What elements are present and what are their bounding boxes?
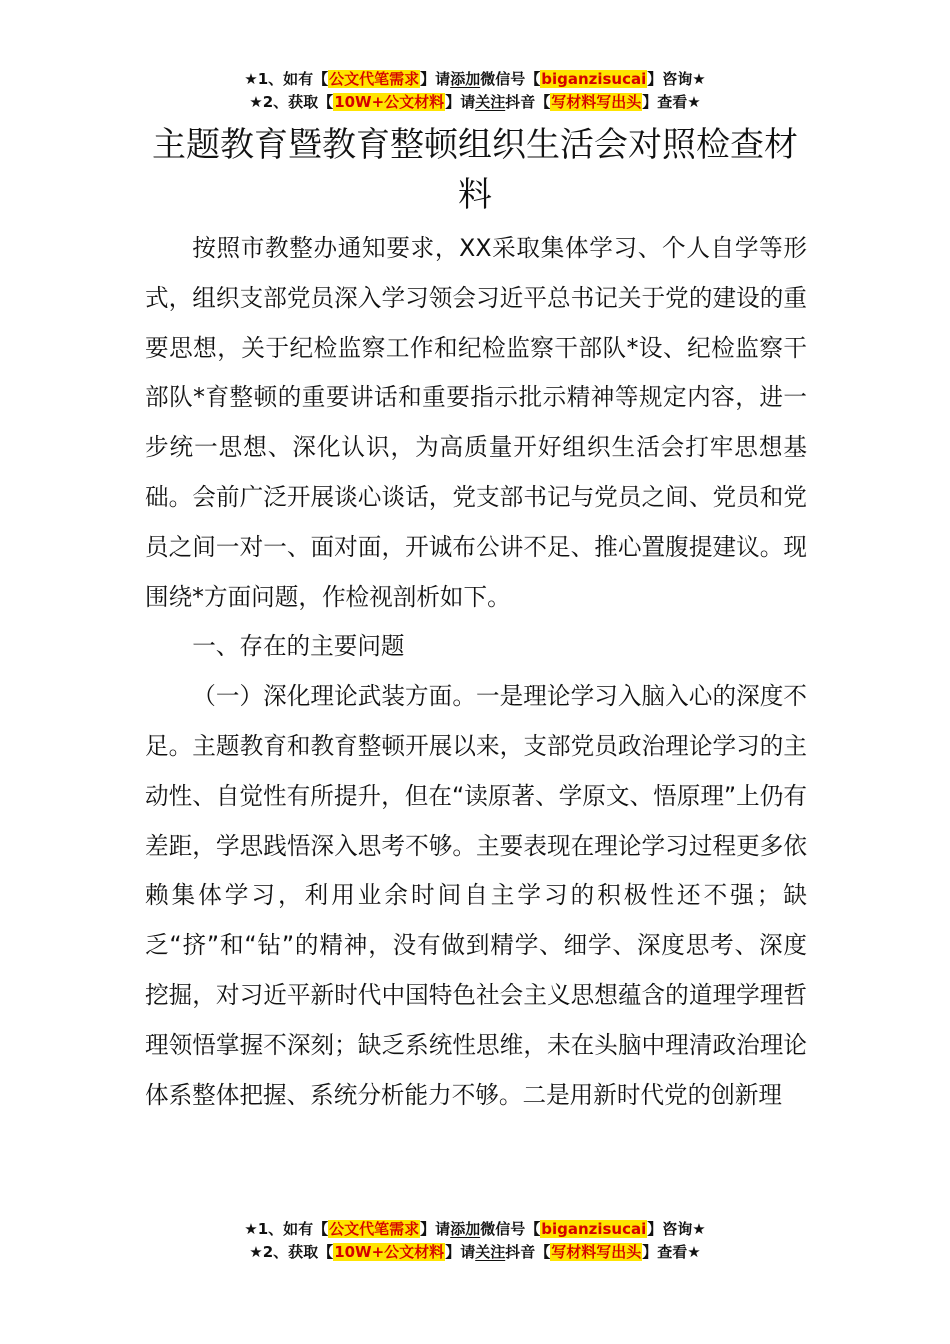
intro-paragraph: 按照市教整办通知要求，XX采取集体学习、个人自学等形式，组织支部党员深入学习领会习近平总书记关于党的建设的重要思想，关于纪检监察工作和纪检监察干部队*设、纪检监察干部队*育整顿的重要讲话和重要指示批示精神等规定内容，进一步统一思想、深化认识，为高质量开好组织生活会打牢思想基础。会前广泛开展谈心谈话，党支部书记与党员之间、党员和党员之间一对一、面对面，开诚布公讲不足、推心置腹提建议。现围绕*方面问题，作检视剖析如下。 xyxy=(145,234,807,611)
banner-highlight: 10W+公文材料 xyxy=(334,93,445,111)
banner-text: 微信号【 xyxy=(480,70,541,88)
document-body xyxy=(145,224,807,1120)
document-title: 主题教育暨教育整顿组织生活会对照检查材料 xyxy=(152,125,798,215)
footer-banner xyxy=(0,1218,950,1264)
banner-text: 】咨询★ xyxy=(647,70,706,88)
section-heading: 一、存在的主要问题 xyxy=(192,632,405,661)
header-banner xyxy=(0,68,950,114)
banner-text: ★2、获取【 xyxy=(249,93,334,111)
banner-text: 】咨询★ xyxy=(647,1220,706,1238)
banner-text: ★1、如有【 xyxy=(244,1220,329,1238)
banner-highlight: biganzisucai xyxy=(541,70,647,88)
banner-text: ★1、如有【 xyxy=(244,70,329,88)
banner-line-1 xyxy=(0,68,950,91)
banner-highlight: 写材料写出头 xyxy=(551,1243,642,1261)
banner-underlined-text: 添加 xyxy=(450,70,481,88)
banner-highlight: biganzisucai xyxy=(541,1220,647,1238)
banner-highlight: 公文代笔需求 xyxy=(329,70,420,88)
banner-highlight: 公文代笔需求 xyxy=(329,1220,420,1238)
banner-text: 】请 xyxy=(445,93,476,111)
banner-text: ★2、获取【 xyxy=(249,1243,334,1261)
banner-underlined-text: 添加 xyxy=(450,1220,481,1238)
banner-text: 】查看★ xyxy=(642,93,701,111)
banner-highlight: 写材料写出头 xyxy=(551,93,642,111)
banner-text: 抖音【 xyxy=(505,93,551,111)
banner-text: 】请 xyxy=(420,70,451,88)
banner-text: 】查看★ xyxy=(642,1243,701,1261)
section-paragraph: （一）深化理论武装方面。一是理论学习入脑入心的深度不足。主题教育和教育整顿开展以来，支部党员政治理论学习的主动性、自觉性有所提升，但在“读原著、学原文、悟原理”上仍有差距，学思践悟深入思考不够。主要表现在理论学习过程更多依赖集体学习，利用业余时间自主学习的积极性还不强；缺乏“挤”和“钻”的精神，没有做到精学、细学、深度思考、深度挖掘，对习近平新时代中国特色社会主义思想蕴含的道理学理哲理领悟掌握不深刻；缺乏系统性思维，未在头脑中理清政治理论体系整体把握、系统分析能力不够。二是用新时代党的创新理 xyxy=(145,682,807,1109)
banner-line-2 xyxy=(0,1241,950,1264)
banner-text: 抖音【 xyxy=(505,1243,551,1261)
banner-text: 】请 xyxy=(420,1220,451,1238)
banner-underlined-text: 关注 xyxy=(475,1243,506,1261)
banner-underlined-text: 关注 xyxy=(475,93,506,111)
banner-text: 微信号【 xyxy=(480,1220,541,1238)
banner-line-1 xyxy=(0,1218,950,1241)
banner-text: 】请 xyxy=(445,1243,476,1261)
banner-highlight: 10W+公文材料 xyxy=(334,1243,445,1261)
banner-line-2 xyxy=(0,91,950,114)
